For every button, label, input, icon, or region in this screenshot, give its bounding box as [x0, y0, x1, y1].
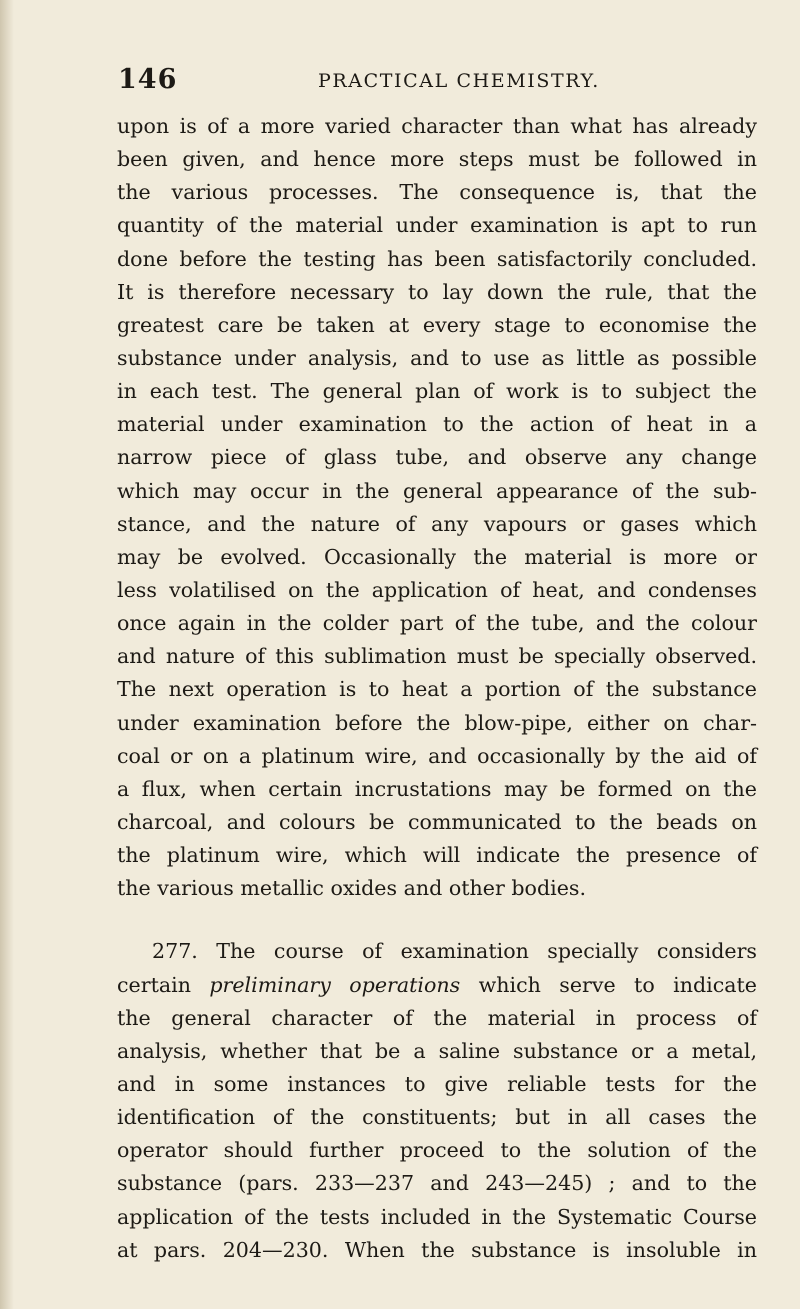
- text-line: less volatilised on the application of heat, and condenses: [117, 577, 757, 602]
- text-line: coal or on a platinum wire, and occasionally by the aid of: [117, 743, 757, 768]
- text-line: stance, and the nature of any vapours or gases which: [117, 511, 757, 536]
- text-line-with-italic: [117, 969, 757, 1002]
- paragraph-2: [117, 935, 757, 1266]
- text-line: application of the tests included in the Systematic Course: [117, 1204, 757, 1229]
- text-line: the platinum wire, which will indicate the presence of: [117, 843, 757, 868]
- paragraph-gap: [117, 905, 757, 935]
- running-title: PRACTICAL CHEMISTRY.: [318, 70, 600, 92]
- binding-shadow: [0, 0, 14, 1309]
- text-line: identification of the constituents; but in all cases the: [117, 1105, 757, 1130]
- text-line: in each test. The general plan of work is to subject the: [117, 379, 757, 404]
- body-text: [117, 110, 757, 1267]
- text-run: which serve to indicate: [460, 972, 757, 997]
- text-line: once again in the colder part of the tube, and the colour: [117, 611, 757, 636]
- text-line: a flux, when certain incrustations may be formed on the: [117, 776, 757, 801]
- text-line: narrow piece of glass tube, and observe any change: [117, 445, 757, 470]
- text-line: The next operation is to heat a portion of the substance: [117, 677, 757, 702]
- paragraph-1: [117, 110, 757, 905]
- italic-phrase: preliminary operations: [209, 972, 461, 997]
- text-line: analysis, whether that be a saline substance or a metal,: [117, 1038, 757, 1063]
- text-line: substance under analysis, and to use as little as possible: [117, 345, 757, 370]
- text-line: under examination before the blow-pipe, either on char-: [117, 710, 757, 735]
- text-line: been given, and hence more steps must be followed in: [117, 147, 757, 172]
- text-line: the various processes. The consequence is, that the: [117, 180, 757, 205]
- text-line: operator should further proceed to the solution of the: [117, 1138, 757, 1163]
- text-line: the various metallic oxides and other bodies.: [117, 876, 587, 901]
- text-line: upon is of a more varied character than what has already: [117, 114, 757, 138]
- text-run: certain: [117, 972, 210, 997]
- text-line: at pars. 204—230. When the substance is insoluble in: [117, 1237, 757, 1262]
- text-line: greatest care be taken at every stage to economise the: [117, 312, 757, 337]
- page-number: 146: [118, 64, 178, 95]
- text-line: the general character of the material in process of: [117, 1005, 757, 1030]
- text-line: quantity of the material under examination is apt to run: [117, 213, 757, 238]
- paragraph-number-line: 277. The course of examination specially considers: [152, 939, 757, 964]
- text-line: material under examination to the action of heat in a: [117, 412, 757, 437]
- text-line: may be evolved. Occasionally the material is more or: [117, 544, 757, 569]
- running-header: [118, 64, 720, 98]
- text-line: charcoal, and colours be communicated to the beads on: [117, 809, 757, 834]
- text-line: substance (pars. 233—237 and 243—245) ; and to the: [117, 1171, 757, 1196]
- text-line: which may occur in the general appearance of the sub-: [117, 478, 757, 503]
- text-line: It is therefore necessary to lay down the rule, that the: [117, 279, 757, 304]
- text-line: and in some instances to give reliable tests for the: [117, 1071, 757, 1096]
- text-line: done before the testing has been satisfactorily concluded.: [117, 246, 757, 271]
- text-line: and nature of this sublimation must be specially observed.: [117, 644, 757, 669]
